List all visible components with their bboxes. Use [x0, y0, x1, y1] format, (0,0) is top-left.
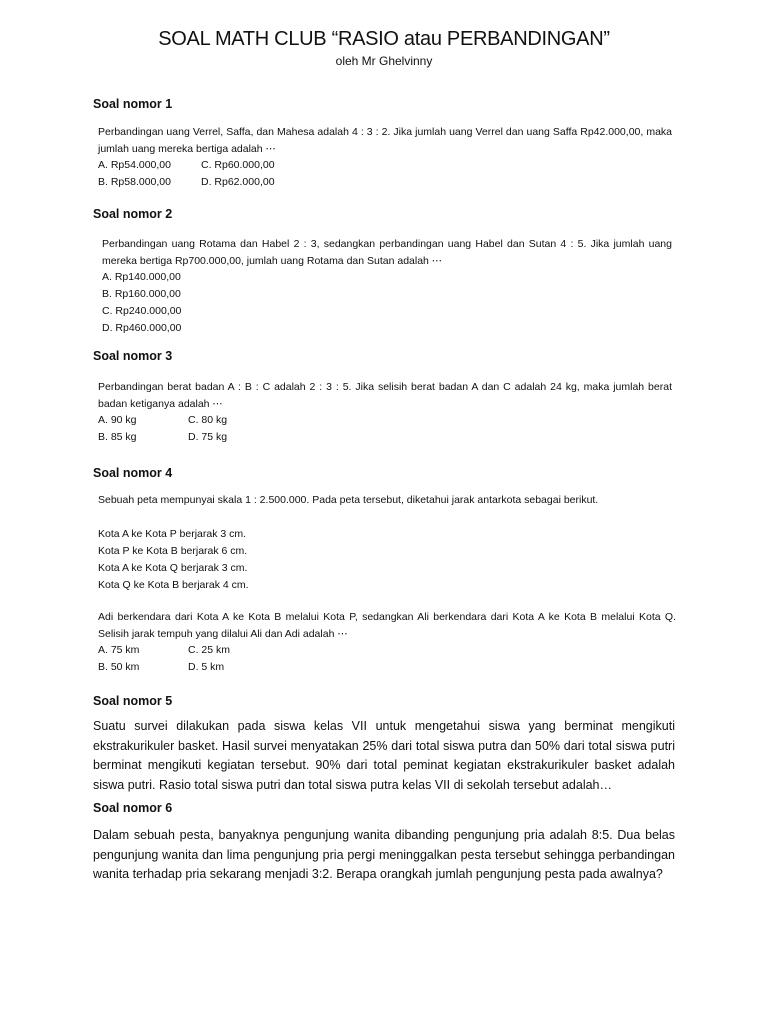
q2-heading: Soal nomor 2 [93, 207, 173, 221]
q2-option-c: C. Rp240.000,00 [102, 305, 182, 317]
q4-text: Adi berkendara dari Kota A ke Kota B melalui Kota P, sedangkan Ali berkendara dari Kota A ke Kota B melalui Kota Q. Selisih jarak tempuh yang dilalui Ali dan Adi adalah ⋯ [98, 611, 676, 640]
q1-option-b: B. Rp58.000,00 [98, 176, 171, 188]
q4-option-c: C. 25 km [188, 644, 231, 656]
q3-heading: Soal nomor 3 [93, 349, 173, 363]
q2-options [102, 269, 181, 337]
q1-option-c: C. Rp60.000,00 [201, 159, 275, 171]
q5-text: Suatu survei dilakukan pada siswa kelas VII untuk mengetahui siswa yang berminat mengikuti ekstrakurikuler basket. Hasil survei menyatakan 25% dari total siswa putra dan 50% dari total siswa putri berminat mengikuti kegiatan tersebut. 90% dari total peminat kegiatan ekstrakurikuler basket adalah siswa putri. Rasio total siswa putri dan total siswa putra kelas VII di sekolah tersebut adalah… [93, 719, 675, 792]
q4-options [98, 642, 230, 676]
author-line: oleh Mr Ghelvinny [335, 54, 433, 68]
q5-heading: Soal nomor 5 [93, 694, 173, 708]
q3-option-d: D. 75 kg [188, 431, 228, 443]
q4-distance-list [98, 526, 249, 594]
q4-distance-item: Kota A ke Kota P berjarak 3 cm. [98, 528, 247, 540]
q3-option-b: B. 85 kg [98, 431, 137, 443]
q4-distance-item: Kota Q ke Kota B berjarak 4 cm. [98, 579, 249, 591]
q1-text: Perbandingan uang Verrel, Saffa, dan Mahesa adalah 4 : 3 : 2. Jika jumlah uang Verrel dan uang Saffa Rp42.000,00, maka jumlah uang mereka bertiga adalah ⋯ [98, 126, 672, 155]
q4-option-a: A. 75 km [98, 644, 140, 656]
q4-option-d: D. 5 km [188, 661, 225, 673]
q4-option-b: B. 50 km [98, 661, 140, 673]
q3-option-c: C. 80 kg [188, 414, 228, 426]
page-title: SOAL MATH CLUB “RASIO atau PERBANDINGAN” [158, 28, 610, 50]
q6-text: Dalam sebuah pesta, banyaknya pengunjung wanita dibanding pengunjung pria adalah 8:5. Dua belas pengunjung wanita dan lima pengunjung pria pergi meninggalkan pesta tersebut sehingga perbandingan wanita terhadap pria sekarang menjadi 3:2. Berapa orangkah jumlah pengunjung pesta pada awalnya? [93, 828, 675, 881]
q1-options [98, 157, 275, 191]
q3-option-a: A. 90 kg [98, 414, 137, 426]
q2-option-d: D. Rp460.000,00 [102, 322, 182, 334]
q2-option-b: B. Rp160.000,00 [102, 288, 181, 300]
q4-distance-item: Kota P ke Kota B berjarak 6 cm. [98, 545, 248, 557]
q6-heading: Soal nomor 6 [93, 801, 173, 815]
q2-option-a: A. Rp140.000,00 [102, 271, 181, 283]
q3-options [98, 412, 227, 446]
q3-text: Perbandingan berat badan A : B : C adalah 2 : 3 : 5. Jika selisih berat badan A dan C adalah 24 kg, maka jumlah berat badan ketiganya adalah ⋯ [98, 381, 672, 410]
q4-intro: Sebuah peta mempunyai skala 1 : 2.500.000. Pada peta tersebut, diketahui jarak antarkota sebagai berikut. [98, 494, 599, 506]
q4-distance-item: Kota A ke Kota Q berjarak 3 cm. [98, 562, 248, 574]
q1-option-d: D. Rp62.000,00 [201, 176, 275, 188]
q1-heading: Soal nomor 1 [93, 97, 173, 111]
q2-text: Perbandingan uang Rotama dan Habel 2 : 3, sedangkan perbandingan uang Habel dan Sutan 4 : 5. Jika jumlah uang mereka bertiga Rp700.000,00, jumlah uang Rotama dan Sutan adalah ⋯ [102, 238, 672, 267]
q4-heading: Soal nomor 4 [93, 466, 173, 480]
q1-option-a: A. Rp54.000,00 [98, 159, 171, 171]
